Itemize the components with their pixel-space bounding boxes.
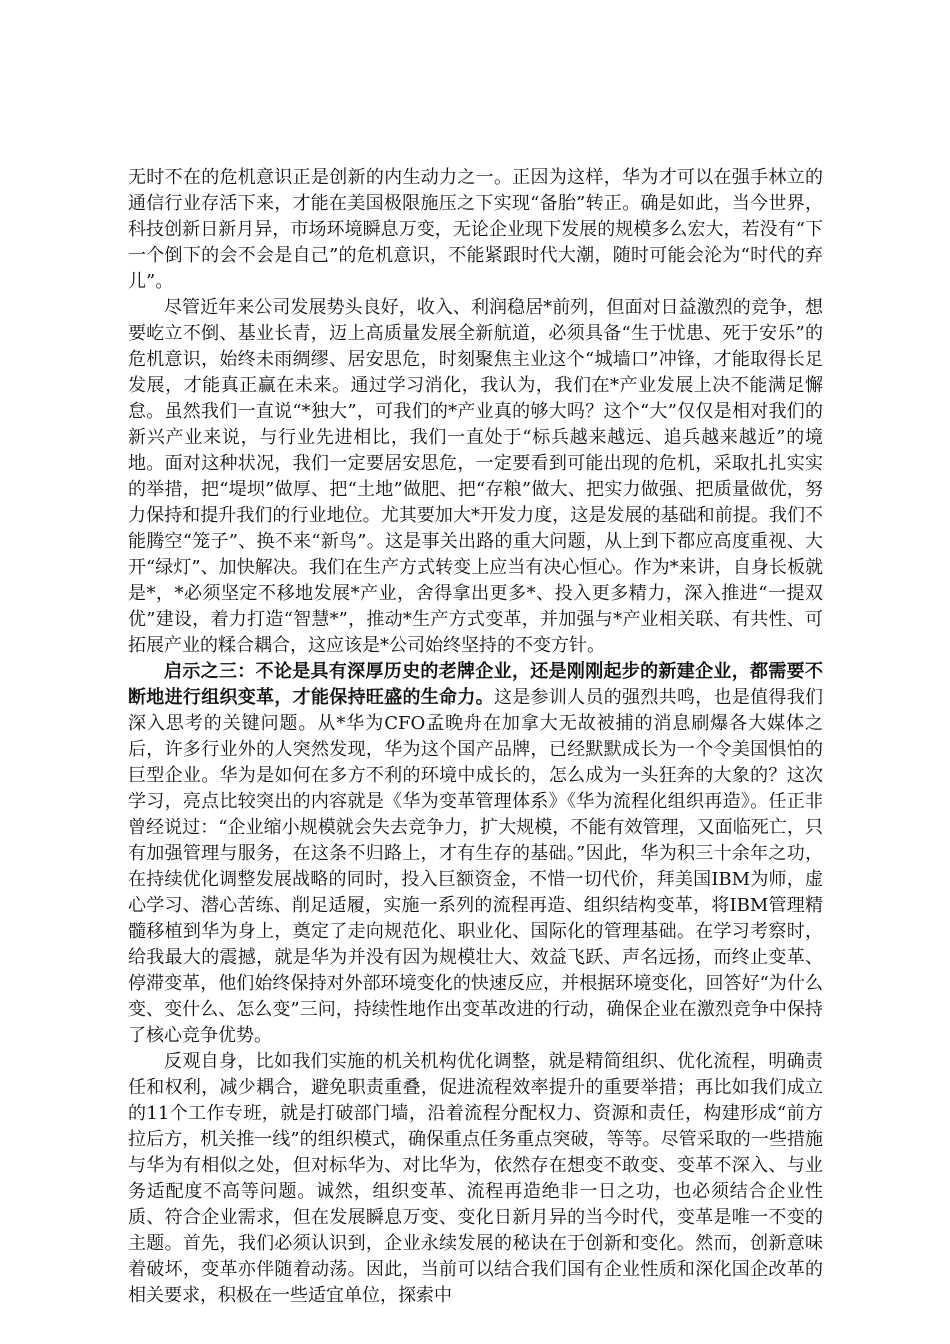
paragraph-3-text: 这是参训人员的强烈共鸣，也是值得我们深入思考的关键问题。从*华为CFO孟晚舟在加拿大无故被捕的消息刷爆各大媒体之后，许多行业外的人突然发现，华为这个国产品牌，已经默默成长为一个令美国惧怕的巨型企业。华为是如何在多方不利的环境中成长的，怎么成为一头狂奔的大象的？这次学习，亮点比较突出的内容就是《华为变革管理体系》《华为流程化组织再造》。任正非曾经说过：“企业缩小规模就会失去竞争力，扩大规模，不能有效管理，又面临死亡，只有加强管理与服务，在这条不归路上，才有生存的基础。”因此，华为积三十余年之功，在持续优化调整发展战略的同时，投入巨额资金，不惜一切代价，拜美国IBM为师，虚心学习、潜心苦练、削足适履，实施一系列的流程再造、组织结构变革，将IBM管理精髓移植到华为身上，奠定了走向规范化、职业化、国际化的管理基础。在学习考察时，给我最大的震撼，就是华为并没有因为规模壮大、效益飞跃、声名远扬，而终止变革、停滞变革，他们始终保持对外部环境变化的快速反应，并根据环境变化，回答好“为什么变、变什么、怎么变”三问，持续性地作出变革改进的行动，确保企业在激烈竞争中保持了核心竞争优势。: [128, 687, 824, 1046]
paragraph-2: [128, 295, 823, 659]
paragraph-2-text: 尽管近年来公司发展势头良好，收入、利润稳居*前列，但面对日益激烈的竞争，想要屹立不倒、基业长青，迈上高质量发展全新航道，必须具备“生于忧患、死于安乐”的危机意识，始终未雨绸缪、居安思危，时刻聚焦主业这个“城墙口”冲锋，才能取得长足发展，才能真正赢在未来。通过学习消化，我认为，我们在*产业发展上决不能满足懈怠。虽然我们一直说“*独大”，可我们的*产业真的够大吗？这个“大”仅仅是相对我们的新兴产业来说，与行业先进相比，我们一直处于“标兵越来越远、追兵越来越近”的境地。面对这种状况，我们一定要居安思危，一定要看到可能出现的危机，采取扎扎实实的举措，把“堤坝”做厚、把“土地”做肥、把“存粮”做大、把实力做强、把质量做优，努力保持和提升我们的行业地位。尤其要加大*开发力度，这是发展的基础和前提。我们不能腾空“笼子”、换不来“新鸟”。这是事关出路的重大问题，从上到下都应高度重视、大开“绿灯”、加快解决。我们在生产方式转变上应当有决心恒心。作为*来讲，自身长板就是*，*必须坚定不移地发展*产业，舍得拿出更多*、投入更多精力，深入推进“一提双优”建设，着力打造“智慧*”，推动*生产方式变革，并加强与*产业相关联、有共性、可拓展产业的糅合耦合，这应该是*公司始终坚持的不变方针。: [128, 297, 823, 656]
paragraph-3: [128, 659, 823, 1049]
document-body: [128, 165, 823, 1309]
paragraph-1: [128, 165, 823, 295]
paragraph-4-text: 反观自身，比如我们实施的机关机构优化调整，就是精简组织、优化流程，明确责任和权利，减少耦合，避免职责重叠，促进流程效率提升的重要举措；再比如我们成立的11个工作专班，就是打破部门墙，沿着流程分配权力、资源和责任，构建形成“前方拉后方，机关推一线”的组织模式，确保重点任务重点突破，等等。尽管采取的一些措施与华为有相似之处，但对标华为、对比华为，依然存在想变不敢变、变革不深入、与业务适配度不高等问题。诚然，组织变革、流程再造绝非一日之功，也必须结合企业性质、符合企业需求，但在发展瞬息万变、变化日新月异的当今时代，变革是唯一不变的主题。首先，我们必须认识到，企业永续发展的秘诀在于创新和变化。然而，创新意味着破坏，变革亦伴随着动荡。因此，当前可以结合我们国有企业性质和深化国企改革的相关要求，积极在一些适宜单位，探索中: [128, 1051, 823, 1306]
paragraph-4: [128, 1049, 823, 1309]
paragraph-3-bold-lead: 启示之三：不论是具有深厚历史的老牌企业，还是刚刚起步的新建企业，都需要不断地进行组织变革，才能保持旺盛的生命力。: [128, 661, 823, 708]
paragraph-1-text: 无时不在的危机意识正是创新的内生动力之一。正因为这样，华为才可以在强手林立的通信行业存活下来，才能在美国极限施压之下实现“备胎”转正。确是如此，当今世界，科技创新日新月异，市场环境瞬息万变，无论企业现下发展的规模多么宏大，若没有“下一个倒下的会不会是自己”的危机意识，不能紧跟时代大潮，随时可能会沦为“时代的弃儿”。: [128, 167, 823, 292]
